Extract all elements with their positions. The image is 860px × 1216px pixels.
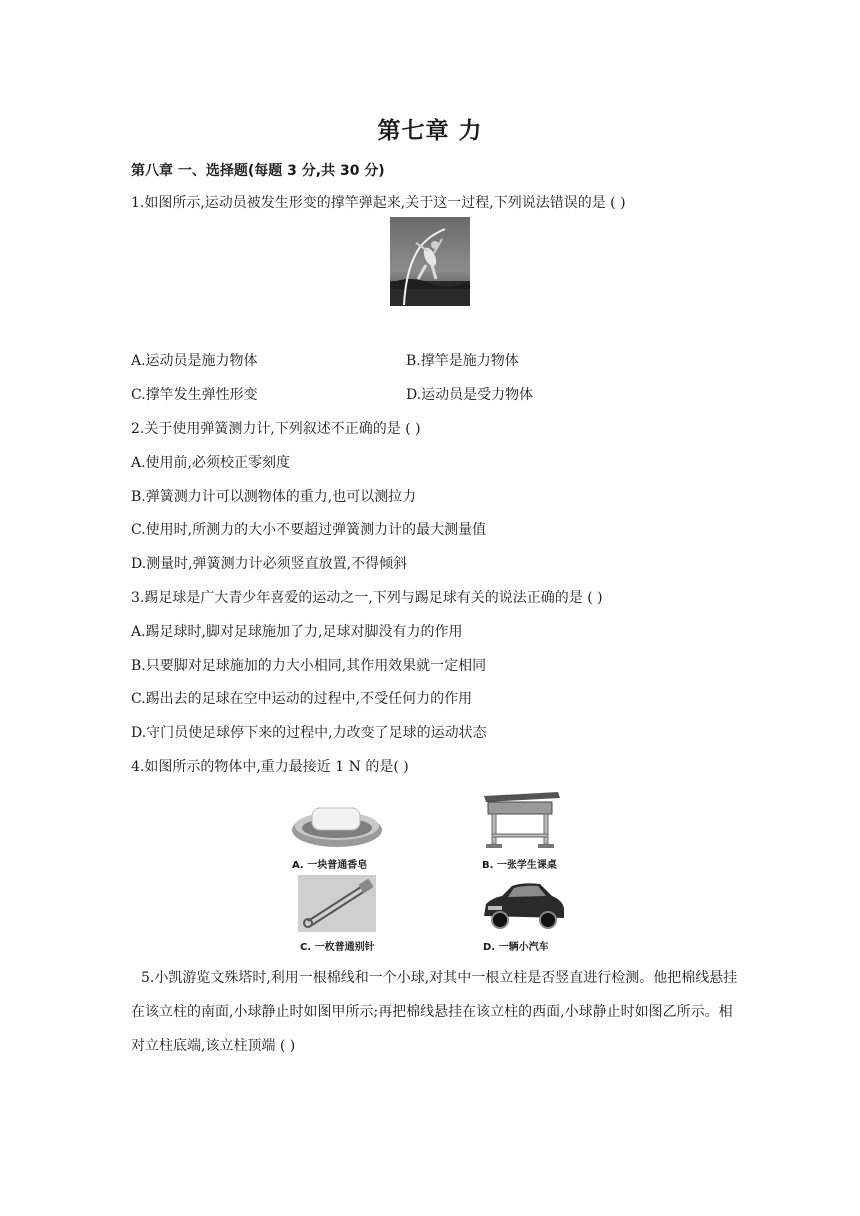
q4-caption-c: C. 一枚普通别针 [300, 942, 375, 953]
section-heading: 第八章 一、选择题(每题 3 分,共 30 分) [131, 163, 385, 179]
desk-image [480, 790, 562, 850]
q2-option-c: C.使用时,所测力的大小不要超过弹簧测力计的最大测量值 [131, 522, 487, 538]
q4-caption-b: B. 一张学生课桌 [482, 860, 557, 871]
q1-option-a: A.运动员是施力物体 [131, 353, 258, 369]
question-5-stem: 5.小凯游览文殊塔时,利用一根棉线和一个小球,对其中一根立柱是否竖直进行检测。他把棉线悬挂在该立柱的南面,小球静止时如图甲所示;再把棉线悬挂在该立柱的西面,小球静止时如图乙所示。相对立柱底端,该立柱顶端 ( ) [131, 970, 738, 1054]
question-4-stem: 4.如图所示的物体中,重力最接近 1 N 的是( ) [131, 759, 409, 775]
q2-option-d: D.测量时,弹簧测力计必须竖直放置,不得倾斜 [131, 556, 408, 572]
q2-option-b: B.弹簧测力计可以测物体的重力,也可以测拉力 [131, 489, 417, 505]
pole-vault-photo [390, 217, 470, 306]
question-3-stem: 3.踢足球是广大青少年喜爱的运动之一,下列与踢足球有关的说法正确的是 ( ) [131, 590, 603, 606]
q1-option-d: D.运动员是受力物体 [406, 387, 534, 403]
safety-pin-image [298, 875, 376, 932]
q3-option-c: C.踢出去的足球在空中运动的过程中,不受任何力的作用 [131, 691, 473, 707]
q4-caption-d: D. 一辆小汽车 [483, 942, 549, 953]
q1-option-b: B.撑竿是施力物体 [406, 353, 519, 369]
q4-caption-a: A. 一块普通香皂 [292, 860, 368, 871]
q3-option-d: D.守门员使足球停下来的过程中,力改变了足球的运动状态 [131, 725, 487, 741]
q2-option-a: A.使用前,必须校正零刻度 [131, 455, 291, 471]
q3-option-b: B.只要脚对足球施加的力大小相同,其作用效果就一定相同 [131, 658, 487, 674]
page-title: 第七章 力 [377, 118, 483, 144]
car-image [478, 878, 568, 933]
soap-image [290, 800, 385, 850]
question-2-stem: 2.关于使用弹簧测力计,下列叙述不正确的是 ( ) [131, 421, 421, 437]
q1-option-c: C.撑竿发生弹性形变 [131, 387, 258, 403]
q3-option-a: A.踢足球时,脚对足球施加了力,足球对脚没有力的作用 [131, 624, 463, 640]
question-1-stem: 1.如图所示,运动员被发生形变的撑竿弹起来,关于这一过程,下列说法错误的是 ( ) [131, 195, 626, 211]
